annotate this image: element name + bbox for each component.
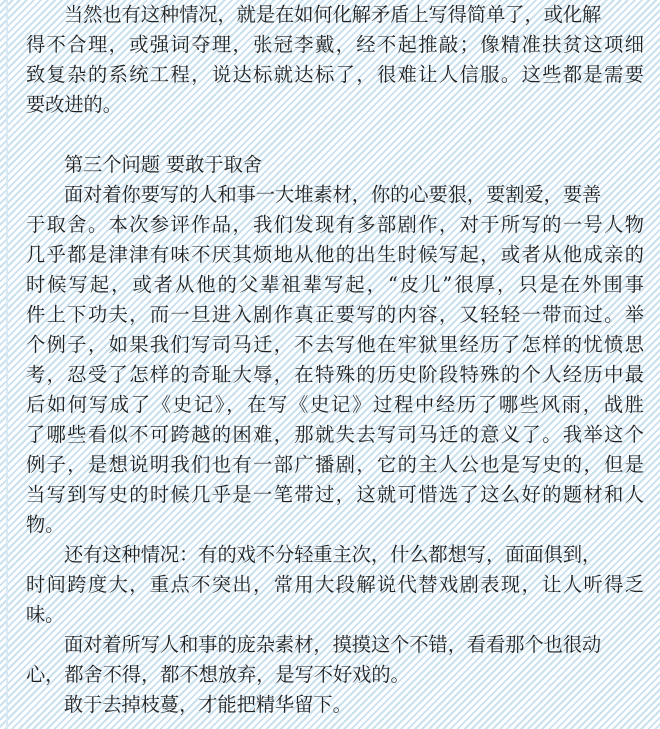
paragraph-line: 时候写起，或者从他的父辈祖辈写起，“皮儿”很厚，只是在外围事 (26, 273, 644, 296)
paragraph-line: 几乎都是津津有味不厌其烦地从他的出生时候写起，或者从他成亲的 (26, 243, 644, 266)
paragraph-line: 后如何写成了《史记》，在写《史记》过程中经历了哪些风雨，战胜 (26, 393, 644, 416)
paragraph-line: 味。 (26, 603, 65, 626)
paragraph-line: 个例子，如果我们写司马迁，不去写他在牢狱里经历了怎样的忧愤思 (26, 333, 644, 356)
paragraph-line: 敢于去掉枝蔓，才能把精华留下。 (64, 693, 352, 716)
paragraph-line: 件上下功夫，而一旦进入剧作真正要写的内容，又轻轻一带而过。举 (26, 303, 644, 326)
paragraph-line: 还有这种情况：有的戏不分轻重主次，什么都想写，面面俱到， (64, 543, 602, 566)
paragraph-line: 致复杂的系统工程，说达标就达标了，很难让人信服。这些都是需要 (26, 63, 644, 86)
paragraph-line: 当然也有这种情况，就是在如何化解矛盾上写得简单了，或化解 (64, 3, 602, 26)
paragraph-line: 要改进的。 (26, 93, 122, 116)
paragraph-line: 考，忍受了怎样的奇耻大辱，在特殊的历史阶段特殊的个人经历中最 (26, 363, 644, 386)
paragraph-line: 心，都舍不得，都不想放弃，是写不好戏的。 (26, 663, 410, 686)
section-heading: 第三个问题 要敢于取舍 (64, 153, 262, 176)
paragraph-line: 当写到写史的时候几乎是一笔带过，这就可惜选了这么好的题材和人 (26, 483, 644, 506)
paragraph-line: 了哪些看似不可跨越的困难，那就失去写司马迁的意义了。我举这个 (26, 423, 644, 446)
paragraph-line: 于取舍。本次参评作品，我们发现有多部剧作，对于所写的一号人物 (26, 213, 644, 236)
paragraph-line: 面对着你要写的人和事一大堆素材，你的心要狠，要割爱，要善 (64, 183, 602, 206)
paragraph-line: 物。 (26, 513, 65, 536)
paragraph-line: 例子，是想说明我们也有一部广播剧，它的主人公也是写史的，但是 (26, 453, 644, 476)
paragraph-line: 得不合理，或强词夺理，张冠李戴，经不起推敲；像精准扶贫这项细 (26, 33, 644, 56)
paragraph-line: 时间跨度大，重点不突出，常用大段解说代替戏剧表现，让人听得乏 (26, 573, 644, 596)
paragraph-line: 面对着所写人和事的庞杂素材，摸摸这个不错，看看那个也很动 (64, 633, 602, 656)
